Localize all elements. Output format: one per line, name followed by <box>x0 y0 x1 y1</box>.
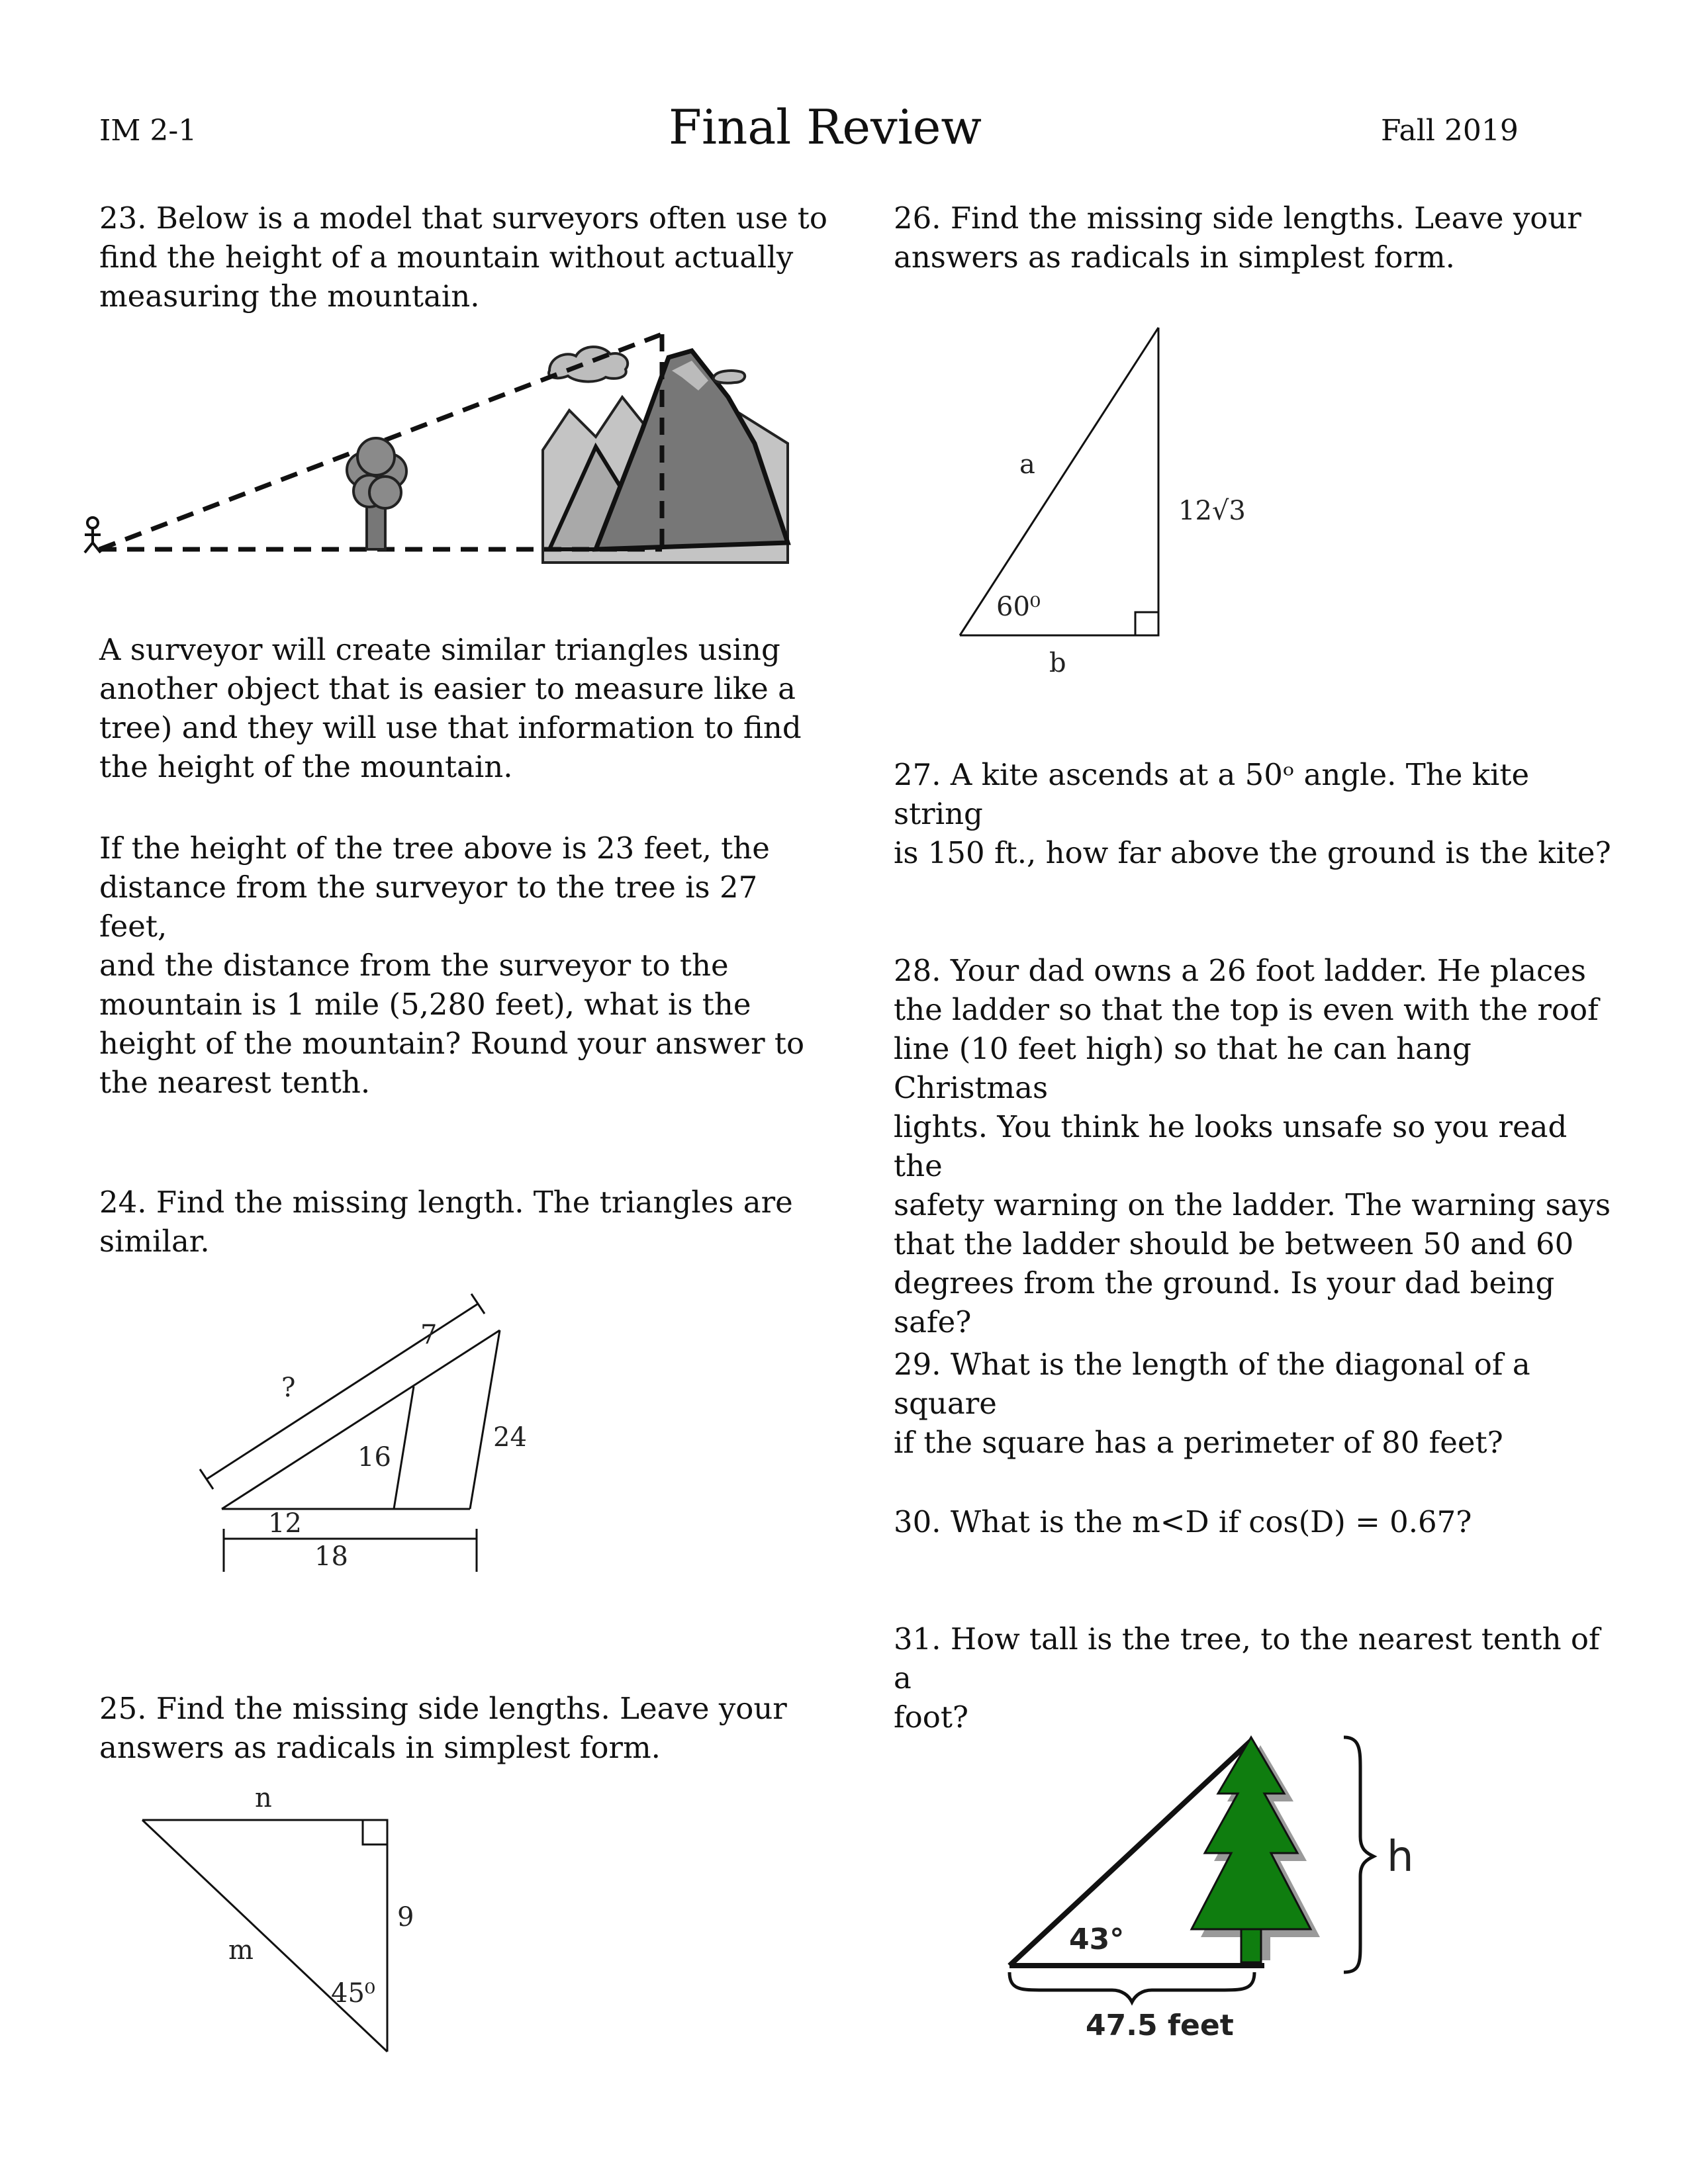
surveyor-icon <box>85 518 101 553</box>
tree-icon <box>347 438 406 549</box>
label-12root3: 12√3 <box>1178 496 1246 526</box>
label-7: 7 <box>420 1320 438 1350</box>
q30-prompt: 30. What is the m<D if cos(D) = 0.67? <box>894 1504 1472 1539</box>
q23-mountain-diagram <box>73 324 808 563</box>
label-a: a <box>1019 449 1035 480</box>
q23-paragraph-1: A surveyor will create similar triangles using another object that is easier to measure like a tree) and they will use that information to find the height of the mountain. <box>99 632 802 784</box>
course-code: IM 2-1 <box>99 114 197 148</box>
height-brace <box>1344 1737 1374 1972</box>
q25-right-triangle <box>126 1780 457 2058</box>
q23-paragraph-2: If the height of the tree above is 23 feet, the distance from the surveyor to the tree is 27 feet, and the distance from the surveyor to the mountain is 1 mile (5,280 feet), what is the height of the mountain? Round your answer to the nearest tenth. <box>99 831 805 1100</box>
label-n: n <box>255 1783 272 1813</box>
q27-prompt: 27. A kite ascends at a 50ᵒ angle. The kite string is 150 ft., how far above the ground is the kite? <box>894 757 1611 870</box>
q23-prompt: 23. Below is a model that surveyors often use to find the height of a mountain without actually measuring the mountain. <box>99 201 827 314</box>
label-b: b <box>1049 648 1066 678</box>
pine-tree-icon <box>1192 1737 1311 1962</box>
q26-right-triangle <box>947 318 1317 688</box>
label-9: 9 <box>397 1902 414 1933</box>
q31-prompt: 31. How tall is the tree, to the nearest tenth of a foot? <box>894 1621 1600 1735</box>
base-brace <box>1009 1972 1254 2002</box>
label-60: 60⁰ <box>996 592 1041 622</box>
q28-prompt: 28. Your dad owns a 26 foot ladder. He places the ladder so that the top is even with the roof line (10 feet high) so that he can hang Christmas lights. You think he looks unsafe so you read the safety warning on the ladder. The warning says that the ladder should be between 50 and 60 degrees from the ground. Is your dad being safe? <box>894 953 1611 1340</box>
page-title: Final Review <box>669 99 982 155</box>
label-m: m <box>228 1935 254 1966</box>
label-16: 16 <box>357 1442 391 1473</box>
q24-prompt: 24. Find the missing length. The triangles are similar. <box>99 1185 793 1259</box>
q24-similar-triangles <box>192 1277 563 1582</box>
label-47-5-feet: 47.5 feet <box>1086 2009 1234 2042</box>
q31-tree-diagram <box>1000 1731 1450 2062</box>
cloud-icon <box>549 347 628 381</box>
q26-prompt: 26. Find the missing side lengths. Leave your answers as radicals in simplest form. <box>894 201 1581 275</box>
label-h: h <box>1387 1833 1414 1882</box>
label-43: 43° <box>1069 1923 1125 1956</box>
term-label: Fall 2019 <box>1381 114 1519 148</box>
label-unknown: ? <box>281 1373 296 1403</box>
label-24: 24 <box>493 1422 527 1453</box>
label-45: 45⁰ <box>331 1978 375 2009</box>
q29-prompt: 29. What is the length of the diagonal of a square if the square has a perimeter of 80 feet? <box>894 1347 1530 1460</box>
label-12: 12 <box>268 1508 302 1539</box>
label-18: 18 <box>314 1541 348 1572</box>
cloud-small-icon <box>714 371 745 383</box>
q25-prompt: 25. Find the missing side lengths. Leave your answers as radicals in simplest form. <box>99 1691 787 1765</box>
